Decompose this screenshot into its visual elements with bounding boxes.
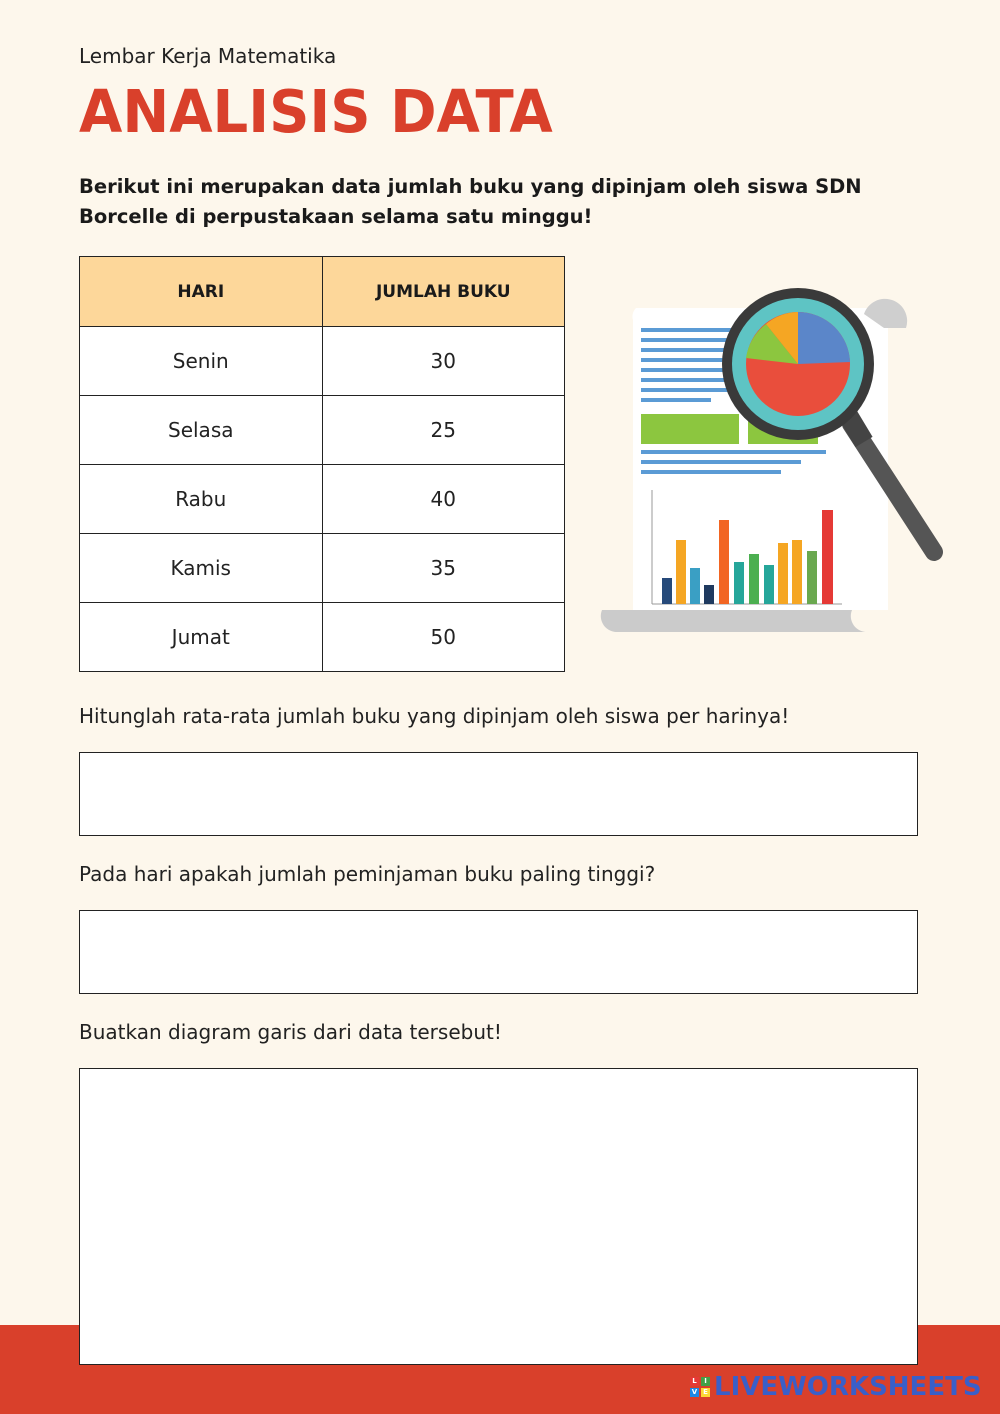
cell-count: 30 xyxy=(322,327,565,396)
liveworksheets-logo-icon xyxy=(690,1377,710,1397)
table-row xyxy=(80,396,565,465)
logo-letter: L xyxy=(690,1377,699,1386)
cell-count: 35 xyxy=(322,534,565,603)
question-1: Hitunglah rata-rata jumlah buku yang dipinjam oleh siswa per harinya! xyxy=(79,704,790,728)
cell-count: 50 xyxy=(322,603,565,672)
cell-day: Selasa xyxy=(80,396,323,465)
cell-day: Kamis xyxy=(80,534,323,603)
page-title: ANALISIS DATA xyxy=(79,78,553,147)
answer-field-2[interactable] xyxy=(79,910,918,994)
table-header-row xyxy=(80,257,565,327)
column-header-day: HARI xyxy=(80,257,323,327)
cell-day: Jumat xyxy=(80,603,323,672)
cell-day: Rabu xyxy=(80,465,323,534)
cell-count: 25 xyxy=(322,396,565,465)
column-header-count: JUMLAH BUKU xyxy=(322,257,565,327)
logo-letter: V xyxy=(691,1388,698,1396)
answer-field-1[interactable] xyxy=(79,752,918,836)
cell-count: 40 xyxy=(322,465,565,534)
answer-field-3[interactable] xyxy=(79,1068,918,1365)
data-table xyxy=(79,256,565,672)
question-3: Buatkan diagram garis dari data tersebut! xyxy=(79,1020,502,1044)
data-analysis-illustration xyxy=(596,284,956,644)
worksheet-subtitle: Lembar Kerja Matematika xyxy=(79,44,337,68)
logo-letter: I xyxy=(701,1377,710,1386)
intro-text: Berikut ini merupakan data jumlah buku yang dipinjam oleh siswa SDN Borcelle di perpustakaan selama satu minggu! xyxy=(79,175,862,228)
table-row xyxy=(80,603,565,672)
liveworksheets-brand[interactable] xyxy=(690,1372,982,1402)
table-row xyxy=(80,327,565,396)
table-row xyxy=(80,465,565,534)
table-row xyxy=(80,534,565,603)
brand-name: LIVEWORKSHEETS xyxy=(714,1372,982,1402)
logo-letter: E xyxy=(701,1388,710,1397)
question-2: Pada hari apakah jumlah peminjaman buku paling tinggi? xyxy=(79,862,656,886)
cell-day: Senin xyxy=(80,327,323,396)
